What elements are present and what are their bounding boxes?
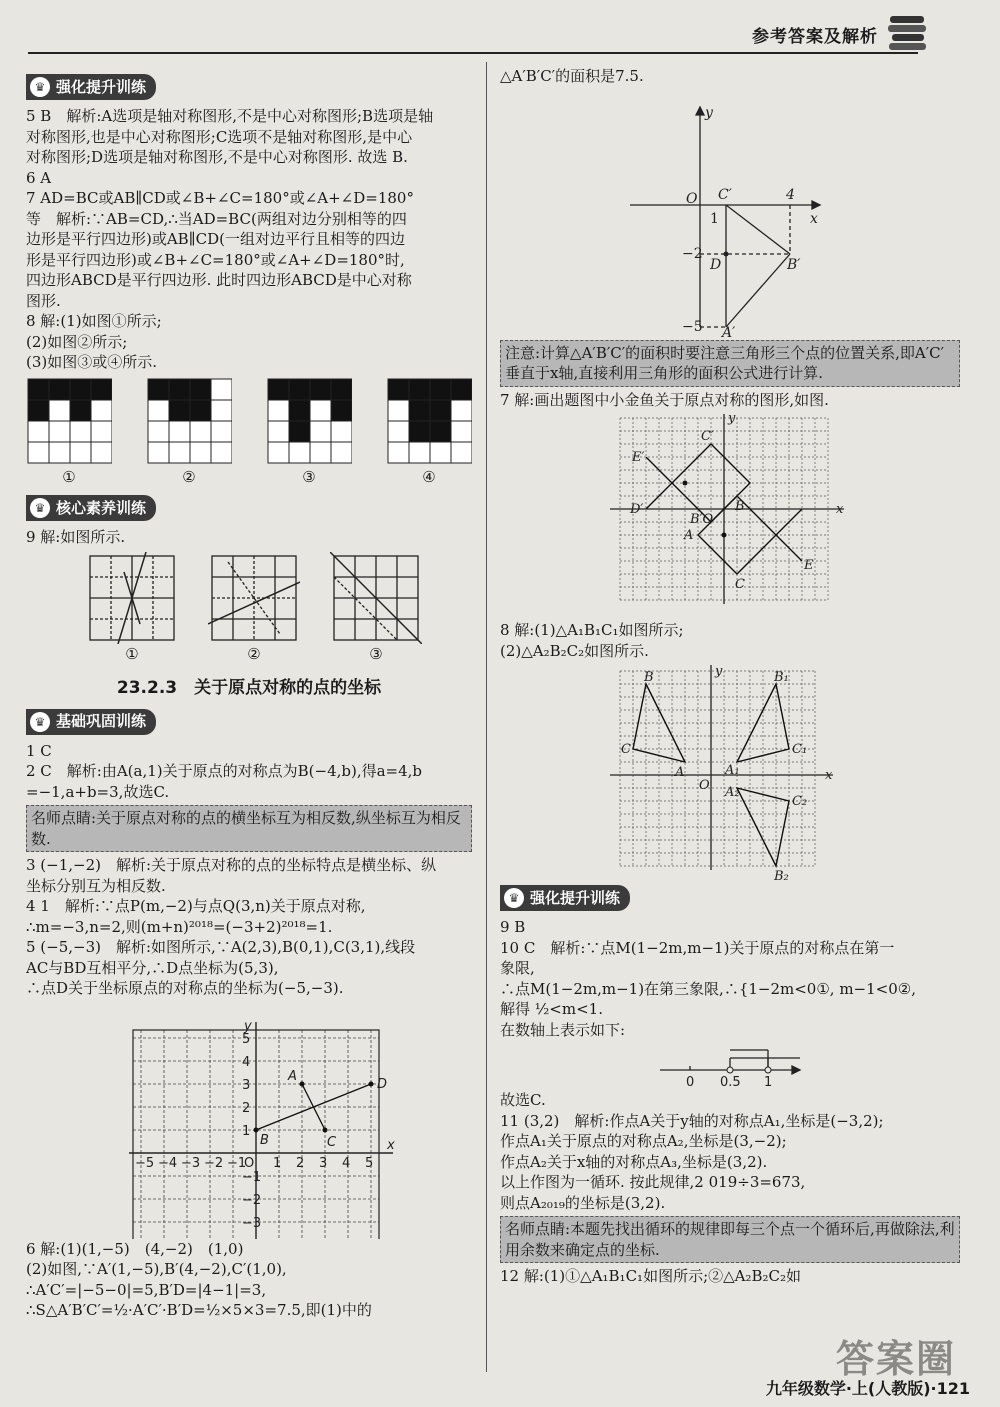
- numline-label: 0.5: [720, 1075, 741, 1090]
- section-banner: ♛ 强化提升训练: [500, 885, 630, 911]
- grid-cell: [388, 400, 409, 421]
- grid-cell: [28, 421, 49, 442]
- answer-line: 边形是平行四边形)或AB∥CD(一组对边平行且相等的四边: [26, 230, 405, 248]
- grid-cell: [70, 442, 91, 463]
- axis-label: −1: [242, 1169, 262, 1185]
- grid-cell: [148, 400, 169, 421]
- fig9-item: [330, 552, 422, 665]
- grid-cell: [451, 379, 472, 400]
- answer-line: 解得 ½<m<1.: [500, 1000, 603, 1018]
- answer-line: 4 1 解析:∵点P(m,−2)与点Q(3,n)关于原点对称,: [26, 897, 366, 915]
- answer-line: ∴m=−3,n=2,则(m+n)²⁰¹⁸=(−3+2)²⁰¹⁸=1.: [26, 917, 333, 936]
- axis-label: −1: [227, 1155, 247, 1171]
- answer-line: 对称图形;D选项是轴对称图形,不是中心对称图形. 故选 B.: [26, 148, 408, 166]
- svg-text:−2: −2: [682, 245, 703, 262]
- grid-cell: [91, 442, 112, 463]
- grid-cell: [451, 442, 472, 463]
- answer-line: AC与BD互相平分,∴D点坐标为(5,3),: [26, 958, 279, 977]
- answer-line: 11 (3,2) 解析:作点A关于y轴的对称点A₁,坐标是(−3,2);: [500, 1111, 884, 1130]
- answer-line: (3)如图③或④所示.: [26, 353, 158, 371]
- grid-figure: [266, 377, 352, 467]
- fig8-item: [26, 377, 112, 488]
- answer-line: 则点A₂₀₁₉的坐标是(3,2).: [500, 1193, 666, 1212]
- answer-line: 10 C 解析:∵点M(1−2m,m−1)关于原点的对称点在第一: [500, 938, 895, 957]
- svg-text:y: y: [705, 104, 713, 121]
- axis-label: 4: [242, 1054, 251, 1070]
- axis-label: 5: [365, 1155, 374, 1171]
- grid-figure: [386, 377, 472, 467]
- grid-cell: [430, 379, 451, 400]
- answer-line: 象限,: [500, 959, 535, 977]
- answer-line: 在数轴上表示如下:: [500, 1020, 626, 1039]
- axis-label: D: [377, 1076, 388, 1092]
- grid-cell: [430, 442, 451, 463]
- svg-text:x: x: [836, 502, 844, 517]
- grid-cell: [289, 400, 310, 421]
- grid-cell: [409, 442, 430, 463]
- grid-cell: [190, 442, 211, 463]
- axis-label: 3: [242, 1077, 251, 1093]
- watermark: 答案圈: [835, 1337, 956, 1381]
- answers-block-2: [26, 741, 472, 803]
- grid-cell: [451, 400, 472, 421]
- svg-text:O: O: [686, 190, 698, 207]
- svg-text:O: O: [699, 778, 710, 793]
- answer-line: ∴点M(1−2m,m−1)在第三象限,∴{1−2m<0①, m−1<0②,: [500, 979, 916, 998]
- grid-cell: [91, 379, 112, 400]
- axis-label: 2: [296, 1155, 305, 1171]
- grid-cell: [331, 379, 352, 400]
- grid-cell: [409, 421, 430, 442]
- answers-block-1: [26, 106, 472, 373]
- answer-line: 3 (−1,−2) 解析:关于原点对称的点的坐标特点是横坐标、纵: [26, 856, 437, 874]
- grid-cell: [388, 421, 409, 442]
- svg-text:A: A: [684, 528, 694, 543]
- grid-cell: [430, 421, 451, 442]
- answer-line: ∴A′C′=|−5−0|=5,B′D=|4−1|=3,: [26, 1280, 267, 1299]
- answer-line: 7 AD=BC或AB∥CD或∠B+∠C=180°或∠A+∠D=180°: [26, 189, 414, 207]
- svg-text:C: C: [735, 577, 745, 592]
- answer-line: 作点A₂关于x轴的对称点A₃,坐标是(3,2).: [500, 1152, 768, 1171]
- books-icon: [886, 12, 930, 52]
- answer-line: 对称图形,也是中心对称图形;C选项不是轴对称图形,是中心: [26, 127, 413, 146]
- grid-cell: [28, 379, 49, 400]
- crown-icon: ♛: [30, 712, 50, 732]
- grid-cell: [409, 379, 430, 400]
- grid-figure: [26, 377, 112, 467]
- grid-cell: [169, 442, 190, 463]
- numline-label: 1: [764, 1075, 773, 1090]
- grid-figure: [146, 377, 232, 467]
- grid-cell: [289, 421, 310, 442]
- grid-cell: [310, 421, 331, 442]
- answer-line: 5 (−5,−3) 解析:如图所示,∵A(2,3),B(0,1),C(3,1),线段: [26, 938, 416, 956]
- crown-icon: ♛: [30, 77, 50, 97]
- tip-note: 注意:计算△A′B′C′的面积时要注意三角形三个点的位置关系,即A′C′垂直于x轴,直接利用三角形的面积公式进行计算.: [500, 340, 960, 387]
- svg-text:y: y: [728, 411, 736, 426]
- grid-cell: [49, 379, 70, 400]
- symmetry-figure: [86, 552, 178, 644]
- svg-text:y: y: [715, 664, 723, 679]
- number-line: [500, 1040, 960, 1090]
- svg-text:C: C: [621, 742, 631, 757]
- axis-label: 4: [342, 1155, 351, 1171]
- grid-cell: [289, 442, 310, 463]
- grid-cell: [310, 442, 331, 463]
- answers-block-9: [500, 917, 960, 1040]
- right-column: [500, 66, 960, 1287]
- svg-text:A: A: [675, 765, 685, 780]
- answer-line: 等 解析:∵AB=CD,∴当AD=BC(两组对边分别相等的四: [26, 209, 407, 228]
- answer-line: (2)△A₂B₂C₂如图所示.: [500, 641, 649, 660]
- svg-text:A₂: A₂: [725, 785, 740, 800]
- grid-cell: [28, 442, 49, 463]
- page-header: [0, 0, 1000, 60]
- grid-cell: [388, 442, 409, 463]
- answer-line: △A′B′C′的面积是7.5.: [500, 67, 644, 85]
- section-banner: ♛ 基础巩固训练: [26, 709, 156, 735]
- grid-cell: [148, 379, 169, 400]
- axis-label: −2: [242, 1192, 262, 1208]
- triangle-figure-q6: [500, 87, 960, 337]
- tip-note: 名师点睛:本题先找出循环的规律即每三个点一个循环后,再做除法,利用余数来确定点的坐标.: [500, 1216, 960, 1263]
- axis-label: B: [260, 1132, 269, 1148]
- grid-cell: [268, 421, 289, 442]
- answer-line: 9 解:如图所示.: [26, 528, 126, 546]
- axis-label: 2: [242, 1100, 251, 1116]
- grid-cell: [190, 421, 211, 442]
- grid-cell: [331, 400, 352, 421]
- axis-label: −3: [242, 1215, 262, 1231]
- answer-line: ∴点D关于坐标原点的对称点的坐标为(−5,−3).: [26, 979, 344, 997]
- grid-cell: [211, 379, 232, 400]
- grid-cell: [211, 400, 232, 421]
- answer-line: =−1,a+b=3,故选C.: [26, 782, 170, 801]
- grid-cell: [268, 379, 289, 400]
- axis-label: −2: [204, 1155, 224, 1171]
- axis-label: y: [244, 1018, 252, 1034]
- answer-line: 6 A: [26, 168, 52, 187]
- axis-label: 3: [319, 1155, 328, 1171]
- svg-text:C₂: C₂: [792, 794, 808, 809]
- grid-cell: [331, 442, 352, 463]
- crown-icon: ♛: [504, 888, 524, 908]
- axis-label: C: [327, 1134, 337, 1150]
- section-banner: ♛ 强化提升训练: [26, 74, 156, 100]
- answer-line: ∴S△A′B′C′=½·A′C′·B′D=½×5×3=7.5,即(1)中的: [26, 1301, 372, 1319]
- svg-text:x: x: [810, 210, 818, 227]
- left-column: [26, 70, 472, 1321]
- svg-text:x: x: [825, 768, 833, 783]
- answer-line: 5 B 解析:A选项是轴对称图形,不是中心对称图形;B选项是轴: [26, 107, 434, 125]
- fig-label: ①: [125, 644, 139, 663]
- grid-cell: [331, 421, 352, 442]
- fig-label: ②: [247, 644, 261, 663]
- answer-line: 8 解:(1)△A₁B₁C₁如图所示;: [500, 621, 684, 639]
- grid-cell: [310, 379, 331, 400]
- fish-figure-q7: [500, 410, 960, 620]
- answer-line: 9 B: [500, 918, 526, 936]
- svg-text:E′: E′: [632, 450, 645, 465]
- fig-label: ④: [422, 467, 436, 486]
- grid-cell: [430, 400, 451, 421]
- answer-line: 7 解:画出题图中小金鱼关于原点对称的图形,如图.: [500, 390, 829, 409]
- answer-line: 12 解:(1)①△A₁B₁C₁如图所示;②△A₂B₂C₂如: [500, 1267, 802, 1285]
- grid-cell: [190, 379, 211, 400]
- symmetry-figure: [330, 552, 422, 644]
- axis-label: O: [244, 1155, 255, 1171]
- svg-text:C′: C′: [718, 186, 732, 203]
- grid-cell: [148, 442, 169, 463]
- grid-cell: [70, 379, 91, 400]
- grid-cell: [148, 421, 169, 442]
- answer-line: 2 C 解析:由A(a,1)关于原点的对称点为B(−4,b),得a=4,b: [26, 762, 423, 780]
- answer-line: (2)如图,∵A′(1,−5),B′(4,−2),C′(1,0),: [26, 1260, 287, 1278]
- axis-label: 1: [242, 1123, 251, 1139]
- svg-text:B₁: B₁: [774, 670, 789, 685]
- fig8-row: [26, 377, 472, 488]
- fig-label: ③: [369, 644, 383, 663]
- axis-label: 5: [242, 1031, 251, 1047]
- svg-text:C₁: C₁: [792, 742, 808, 757]
- tip-note: 名师点睛:关于原点对称的点的横坐标互为相反数,纵坐标互为相反数.: [26, 805, 472, 852]
- svg-text:D: D: [710, 256, 722, 273]
- answer-line: 8 解:(1)如图①所示;: [26, 312, 162, 330]
- fig9-item: [86, 552, 178, 665]
- answers-block-8: [500, 620, 960, 661]
- svg-text:B′: B′: [787, 256, 801, 273]
- svg-text:B′O: B′O: [690, 512, 714, 527]
- svg-text:1: 1: [710, 210, 719, 227]
- answers-block-3: [26, 855, 472, 999]
- grid-cell: [289, 379, 310, 400]
- answer-line: 作点A₁关于原点的对称点A₂,坐标是(3,−2);: [500, 1132, 787, 1150]
- answer-line: 故选C.: [500, 1091, 546, 1109]
- fig8-item: [266, 377, 352, 488]
- page-footer: 九年级数学·上(人教版)·121: [765, 1379, 970, 1398]
- svg-text:4: 4: [786, 186, 795, 203]
- axis-label: x: [387, 1137, 395, 1153]
- svg-text:−5: −5: [682, 318, 703, 335]
- answer-line: 6 解:(1)(1,−5) (4,−2) (1,0): [26, 1239, 244, 1258]
- grid-cell: [451, 421, 472, 442]
- answer-line: 坐标分别互为相反数.: [26, 876, 166, 895]
- fig8-item: [386, 377, 472, 488]
- axis-label: 1: [273, 1155, 282, 1171]
- grid-cell: [268, 400, 289, 421]
- crown-icon: ♛: [30, 498, 50, 518]
- numline-label: 0: [686, 1075, 695, 1090]
- svg-text:B₂: B₂: [774, 869, 789, 881]
- axis-label: −4: [158, 1155, 178, 1171]
- grid-cell: [169, 379, 190, 400]
- symmetry-figure: [208, 552, 300, 644]
- grid-cell: [91, 421, 112, 442]
- grid-cell: [190, 400, 211, 421]
- answer-line: (2)如图②所示;: [26, 332, 128, 351]
- axis-label: −3: [181, 1155, 201, 1171]
- fig-label: ②: [182, 467, 196, 486]
- grid-cell: [211, 442, 232, 463]
- axis-label: −5: [135, 1155, 155, 1171]
- triangles-figure-q8: [500, 661, 960, 881]
- fig-label: ①: [62, 467, 76, 486]
- grid-cell: [70, 400, 91, 421]
- section-banner: ♛ 核心素养训练: [26, 495, 156, 521]
- answers-block-10: [500, 1090, 960, 1213]
- answer-line: 图形.: [26, 291, 61, 310]
- grid-cell: [49, 442, 70, 463]
- coordinate-figure-q5: [26, 1003, 472, 1239]
- header-rule: [28, 52, 918, 54]
- fig-label: ③: [302, 467, 316, 486]
- svg-text:A′: A′: [722, 324, 736, 337]
- answer-line: 四边形ABCD是平行四边形. 此时四边形ABCD是中心对称: [26, 271, 412, 289]
- svg-text:C′: C′: [701, 429, 714, 444]
- answer-line: 1 C: [26, 741, 52, 760]
- fig8-item: [146, 377, 232, 488]
- grid-cell: [409, 400, 430, 421]
- grid-cell: [70, 421, 91, 442]
- svg-text:D′: D′: [630, 502, 644, 517]
- answer-line: 以上作图为一循环. 按此规律,2 019÷3=673,: [500, 1173, 806, 1191]
- column-divider: [486, 62, 487, 1372]
- grid-cell: [49, 400, 70, 421]
- svg-text:A₁: A₁: [725, 763, 740, 778]
- answer-line: 形是平行四边形)或∠B+∠C=180°或∠A+∠D=180°时,: [26, 250, 405, 269]
- answers-block-4: [26, 1239, 472, 1321]
- grid-cell: [28, 400, 49, 421]
- fig9-row: [26, 552, 472, 665]
- grid-cell: [49, 421, 70, 442]
- svg-text:E: E: [804, 558, 814, 573]
- grid-cell: [169, 400, 190, 421]
- grid-cell: [211, 421, 232, 442]
- grid-cell: [310, 400, 331, 421]
- svg-text:B: B: [644, 670, 654, 685]
- section-title: 23.2.3 关于原点对称的点的坐标: [116, 678, 382, 698]
- grid-cell: [91, 400, 112, 421]
- grid-cell: [388, 379, 409, 400]
- grid-cell: [268, 442, 289, 463]
- header-title: 参考答案及解析: [752, 27, 878, 47]
- grid-cell: [169, 421, 190, 442]
- svg-text:B: B: [735, 499, 745, 514]
- fig9-item: [208, 552, 300, 665]
- axis-label: A: [288, 1068, 297, 1084]
